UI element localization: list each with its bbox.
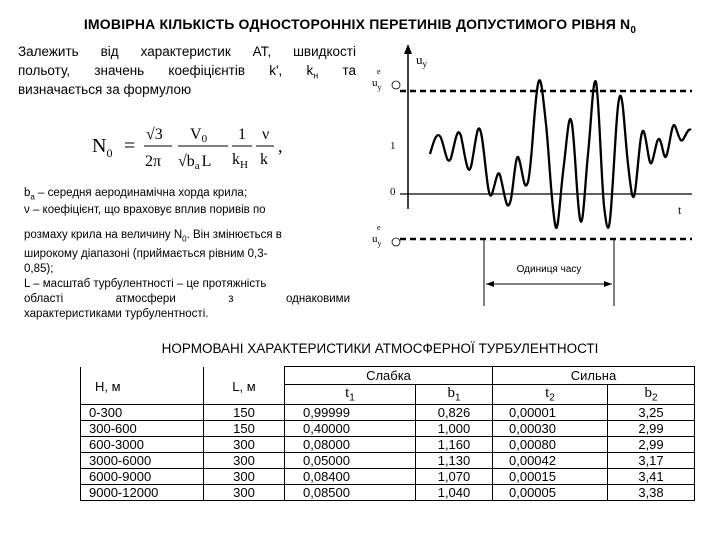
cell-b2: 2,99 — [608, 436, 695, 452]
svg-text:ν: ν — [262, 126, 270, 143]
definition-l: L – масштаб турбулентності – це протяжність — [24, 278, 267, 290]
cell-b2: 3,25 — [608, 404, 695, 420]
time-unit-label: Одиниця часу — [516, 264, 582, 275]
cell-b1: 1,160 — [416, 436, 493, 452]
level-one-label: 1 — [390, 140, 396, 152]
table-row — [81, 452, 695, 468]
definition-ba: $b_a$ – середня аеродинамічна хорда крила; — [24, 187, 248, 202]
cell-b2: 3,38 — [608, 484, 695, 500]
turbulence-signal-chart — [360, 44, 705, 334]
weak-header: Слабка — [285, 367, 493, 385]
definition-l-cont2: характеристиками турбулентності. — [24, 308, 209, 320]
intro-line-2: польоту, значень коефіцієнтів k', $k_н$ та — [18, 63, 356, 81]
table-row — [81, 420, 695, 436]
svg-text:=: = — [124, 135, 136, 157]
cell-h: 300-600 — [81, 420, 204, 436]
b1-header: $b_1$ — [416, 385, 493, 405]
cell-l: 150 — [204, 404, 285, 420]
chart-y-arrow — [404, 44, 412, 54]
t2-header: $t_2$ — [493, 385, 608, 405]
svg-text:k: k — [260, 151, 268, 168]
definition-l-cont1: області атмосфери з однаковими — [24, 293, 350, 305]
n0-formula — [90, 120, 290, 176]
svg-text:√baL: √ba L — [178, 153, 212, 172]
cell-l: 300 — [204, 436, 285, 452]
cell-t1: 0,05000 — [285, 452, 416, 468]
strong-header: Сильна — [493, 367, 695, 385]
svg-text:N0: $N_0$ — [92, 135, 113, 160]
cell-h: 3000-6000 — [81, 452, 204, 468]
cell-b2: 3,17 — [608, 452, 695, 468]
cell-t1: 0,99999 — [285, 404, 416, 420]
cell-h: 6000-9000 — [81, 468, 204, 484]
intro-line-1: Залежить від характеристик АТ, швидкості — [18, 44, 356, 59]
cell-b2: 2,99 — [608, 420, 695, 436]
table-heading: НОРМОВАНІ ХАРАКТЕРИСТИКИ АТМОСФЕРНОЇ ТУРБУЛЕНТНОСТІ — [161, 341, 599, 356]
intro-line-3: визначається за формулою — [18, 82, 192, 97]
cell-l: 300 — [204, 452, 285, 468]
lower-level-circle — [392, 238, 400, 246]
cell-b1: 0,826 — [416, 404, 493, 420]
table-row — [81, 468, 695, 484]
cell-h: 0-300 — [81, 404, 204, 420]
table-row — [81, 484, 695, 500]
table-header-row-2 — [81, 385, 695, 405]
turbulence-table — [80, 366, 695, 501]
cell-t2: 0,00005 — [493, 484, 608, 500]
cell-h: 600-3000 — [81, 436, 204, 452]
l-header-label: L, м — [204, 377, 285, 397]
definition-nu-cont: розмаху крила на величину $N_0$. Він змінюється в широкому діапазоні (приймається рівним 0,3- 0,85); — [24, 229, 282, 276]
cell-h: 9000-12000 — [81, 484, 204, 500]
cell-t2: 0,00015 — [493, 468, 608, 484]
slide-title: ІМОВІРНА КІЛЬКІСТЬ ОДНОСТОРОННІХ ПЕРЕТИНІВ ДОПУСТИМОГО РІВНЯ $N_0$ — [83, 16, 637, 36]
h-header-label: Н, м — [81, 377, 204, 397]
cell-t1: 0,08000 — [285, 436, 416, 452]
cell-b1: 1,040 — [416, 484, 493, 500]
cell-l: 150 — [204, 420, 285, 436]
definition-nu: ν – коефіцієнт, що враховує вплив поривів по — [24, 204, 266, 216]
cell-l: 300 — [204, 468, 285, 484]
svg-text:√3: √3 — [146, 126, 163, 143]
cell-b1: 1,070 — [416, 468, 493, 484]
cell-t2: 0,00042 — [493, 452, 608, 468]
svg-text:1: 1 — [238, 126, 246, 143]
svg-text:2π: 2π — [145, 153, 162, 170]
chart-y-label: $u_y$ — [416, 52, 427, 69]
cell-t2: 0,00030 — [493, 420, 608, 436]
cell-t1: 0,08400 — [285, 468, 416, 484]
turbulence-curve — [430, 80, 691, 228]
time-label: t — [678, 203, 682, 217]
table-row — [81, 436, 695, 452]
table-row — [81, 404, 695, 420]
cell-b1: 1,130 — [416, 452, 493, 468]
upper-level-circle — [392, 81, 400, 89]
lower-level-label: $u_y$ — [372, 233, 382, 248]
cell-l: 300 — [204, 484, 285, 500]
cell-t2: 0,00001 — [493, 404, 608, 420]
svg-text:V0: V0 — [190, 126, 208, 145]
t1-header: $t_1$ — [285, 385, 416, 405]
level-zero-label: 0 — [390, 186, 396, 198]
cell-b1: 1,000 — [416, 420, 493, 436]
upper-level-label: $u_y$ — [372, 77, 382, 92]
svg-text:,: , — [278, 136, 283, 156]
upper-level-sup: e — [377, 67, 381, 76]
cell-b2: 3,41 — [608, 468, 695, 484]
cell-t1: 0,08500 — [285, 484, 416, 500]
cell-t2: 0,00080 — [493, 436, 608, 452]
lower-level-sup: e — [377, 223, 381, 232]
b2-header: $b_2$ — [608, 385, 695, 405]
svg-text:kH: $k_H$ — [232, 151, 248, 171]
cell-t1: 0,40000 — [285, 420, 416, 436]
